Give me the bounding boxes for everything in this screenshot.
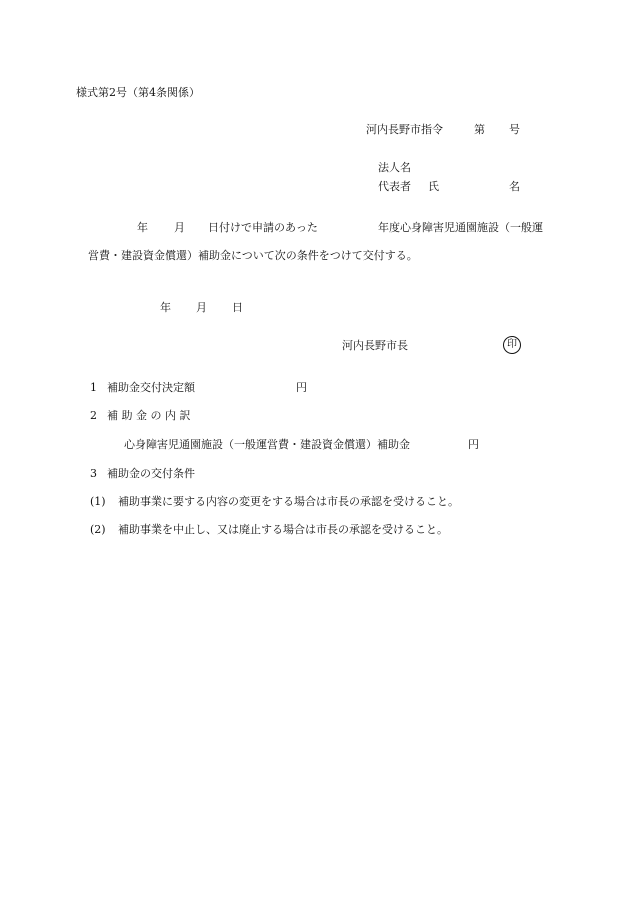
body-month: 月 bbox=[174, 221, 185, 234]
issue-date-month: 月 bbox=[196, 301, 207, 314]
item-2-label: 補 助 金 の 内 訳 bbox=[107, 409, 191, 422]
item-1-number: 1 bbox=[90, 381, 97, 394]
seal-character: 印 bbox=[507, 339, 517, 350]
seal-stamp bbox=[503, 336, 521, 354]
condition-1-text: 補助事業に要する内容の変更をする場合は市長の承認を受けること。 bbox=[118, 495, 459, 508]
reference-dai: 第 bbox=[474, 123, 485, 136]
item-2-yen: 円 bbox=[468, 438, 479, 451]
condition-2-text: 補助事業を中止し、又は廃止する場合は市長の承認を受けること。 bbox=[118, 523, 448, 536]
representative-label: 代表者 bbox=[378, 180, 411, 193]
body-line2: 営費・建設資金償還）補助金について次の条件をつけて交付する。 bbox=[88, 249, 418, 262]
condition-2-number: (2) bbox=[90, 523, 106, 536]
item-3-label: 補助金の交付条件 bbox=[107, 467, 195, 480]
body-year: 年 bbox=[137, 221, 148, 234]
representative-mei: 名 bbox=[509, 180, 520, 193]
item-1-label: 補助金交付決定額 bbox=[107, 381, 195, 394]
issue-date-year: 年 bbox=[160, 301, 171, 314]
representative-shi: 氏 bbox=[428, 180, 439, 193]
condition-1-number: (1) bbox=[90, 495, 106, 508]
body-dated-text: 日付けで申請のあった bbox=[208, 221, 318, 234]
item-3-number: 3 bbox=[90, 467, 97, 480]
item-2-detail: 心身障害児通園施設（一般運営費・建設資金償還）補助金 bbox=[124, 438, 410, 451]
corp-name-label: 法人名 bbox=[378, 161, 411, 174]
item-1-yen: 円 bbox=[296, 381, 307, 394]
issue-date-day: 日 bbox=[232, 301, 243, 314]
item-2-number: 2 bbox=[90, 409, 97, 422]
reference-city: 河内長野市指令 bbox=[366, 123, 443, 136]
form-number: 様式第2号（第4条関係） bbox=[76, 86, 200, 99]
issuer-title: 河内長野市長 bbox=[342, 339, 408, 352]
body-line1-rest: 年度心身障害児通園施設（一般運 bbox=[378, 221, 543, 234]
reference-gou: 号 bbox=[509, 123, 520, 136]
